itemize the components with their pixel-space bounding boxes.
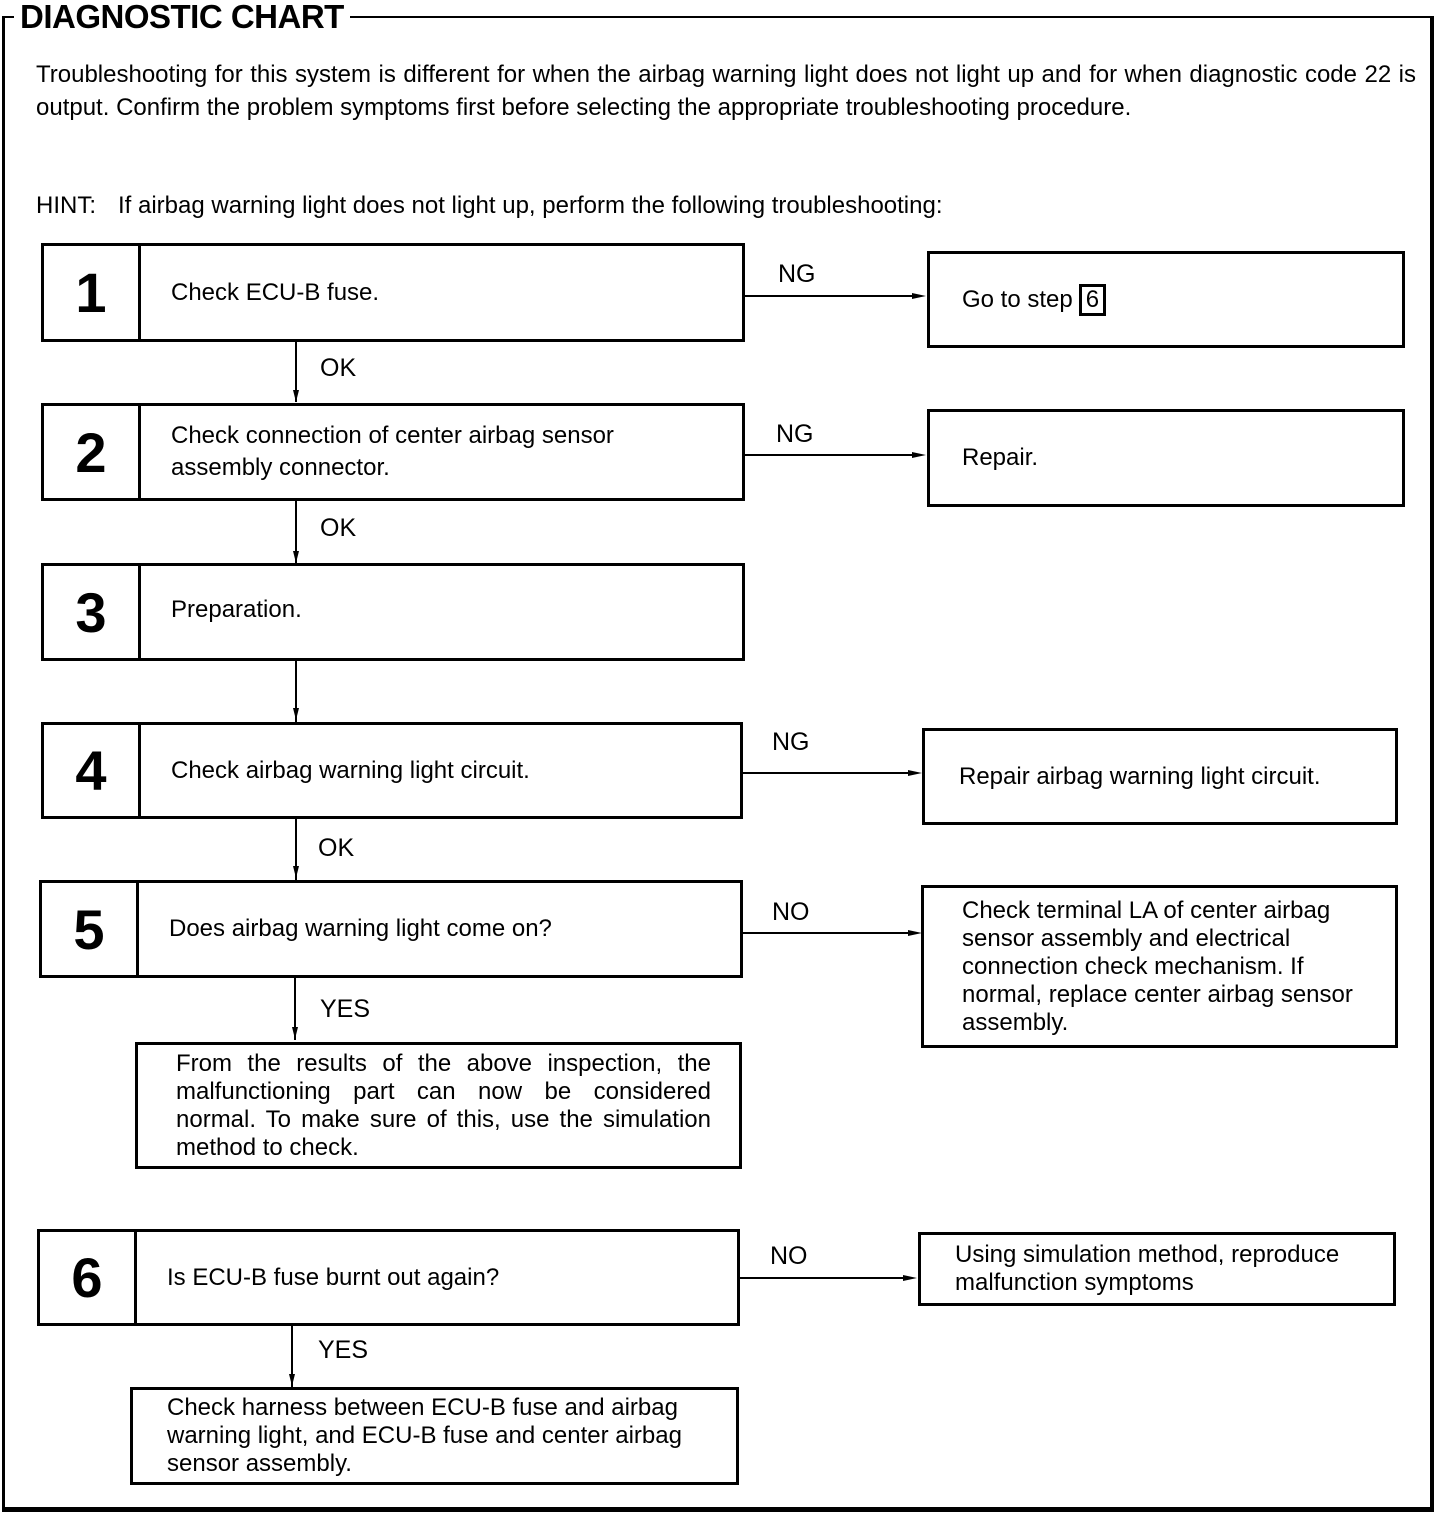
down-label: YES: [320, 995, 371, 1023]
step-number: 1: [44, 246, 141, 339]
page-title: DIAGNOSTIC CHART: [14, 0, 350, 34]
hint-label: HINT:: [36, 192, 96, 219]
result-text: Using simulation method, reproduce malfunction symptoms: [955, 1241, 1340, 1296]
step-text: Does airbag warning light come on?: [169, 915, 552, 942]
result-box-reproduce-symptoms: [918, 1232, 1396, 1306]
arrow-right-icon: [903, 1275, 917, 1281]
arrow-down-icon: [293, 708, 299, 720]
arrow-down-icon: [289, 1374, 295, 1386]
branch-label: NG: [772, 728, 810, 756]
arrow-down-icon: [293, 390, 299, 402]
step-number: 4: [44, 725, 141, 816]
step-1: [41, 243, 745, 342]
arrow-right-icon: [908, 930, 922, 936]
result-text: Check harness between ECU-B fuse and airbag warning light, and ECU-B fuse and center airbag sensor assembly.: [167, 1394, 682, 1477]
down-label: OK: [318, 834, 355, 862]
down-label: OK: [320, 354, 357, 382]
arrow-right-icon: [908, 770, 922, 776]
step-text: Preparation.: [171, 596, 302, 623]
branch-line: [740, 1277, 906, 1279]
branch-line: [745, 295, 915, 297]
arrow-right-icon: [912, 452, 926, 458]
arrow-right-icon: [912, 293, 926, 299]
arrow-down-icon: [292, 1027, 298, 1039]
intro-paragraph: Troubleshooting for this system is different for when the airbag warning light does not light up and for when diagnostic code 22 is output. Confirm the problem symptoms first before selecting the appropriate troubleshooting procedure.: [36, 61, 1416, 121]
result-box-repair-circuit: [922, 728, 1398, 825]
result-text: Go to step: [962, 285, 1073, 313]
step-5: [39, 880, 743, 978]
step-text: Check connection of center airbag sensor assembly connector.: [171, 422, 614, 481]
step-text: Is ECU-B fuse burnt out again?: [167, 1263, 500, 1291]
step-number: 6: [40, 1232, 137, 1323]
result-text: Repair.: [962, 444, 1039, 471]
result-box-simulation-check: [135, 1042, 742, 1169]
step-number: 5: [42, 883, 139, 975]
result-box-goto-6: [927, 251, 1405, 348]
down-label: YES: [318, 1336, 369, 1364]
hint-line: [36, 192, 943, 220]
down-label: OK: [320, 514, 357, 542]
branch-line: [743, 772, 911, 774]
result-box-repair: [927, 409, 1405, 507]
step-3: [41, 563, 745, 661]
step-text: Check ECU-B fuse.: [171, 278, 380, 306]
branch-label: NO: [772, 898, 810, 926]
hint-text: If airbag warning light does not light up, perform the following troubleshooting:: [118, 192, 943, 219]
step-number: 3: [44, 566, 141, 658]
result-box-check-harness: [130, 1387, 739, 1485]
result-box-check-terminal: [921, 885, 1398, 1048]
branch-label: NO: [770, 1242, 808, 1270]
step-2: [41, 403, 745, 501]
branch-label: NG: [778, 260, 816, 288]
step-number: 2: [44, 406, 141, 498]
step-ref-6[interactable]: 6: [1079, 284, 1106, 316]
branch-label: NG: [776, 420, 814, 448]
result-text: Repair airbag warning light circuit.: [959, 763, 1321, 790]
arrow-down-icon: [293, 551, 299, 563]
arrow-down-icon: [293, 866, 299, 878]
step-text: Check airbag warning light circuit.: [171, 756, 530, 784]
branch-line: [743, 932, 911, 934]
result-text: From the results of the above inspection, the malfunctioning part can now be considered normal. To make sure of this, use the simulation method to check.: [176, 1049, 711, 1161]
result-text: Check terminal LA of center airbag sensor assembly and electrical connection check mechanism. If normal, replace center airbag sensor assembly.: [962, 896, 1353, 1036]
step-4: [41, 722, 743, 819]
branch-line: [745, 454, 915, 456]
step-6: [37, 1229, 740, 1326]
